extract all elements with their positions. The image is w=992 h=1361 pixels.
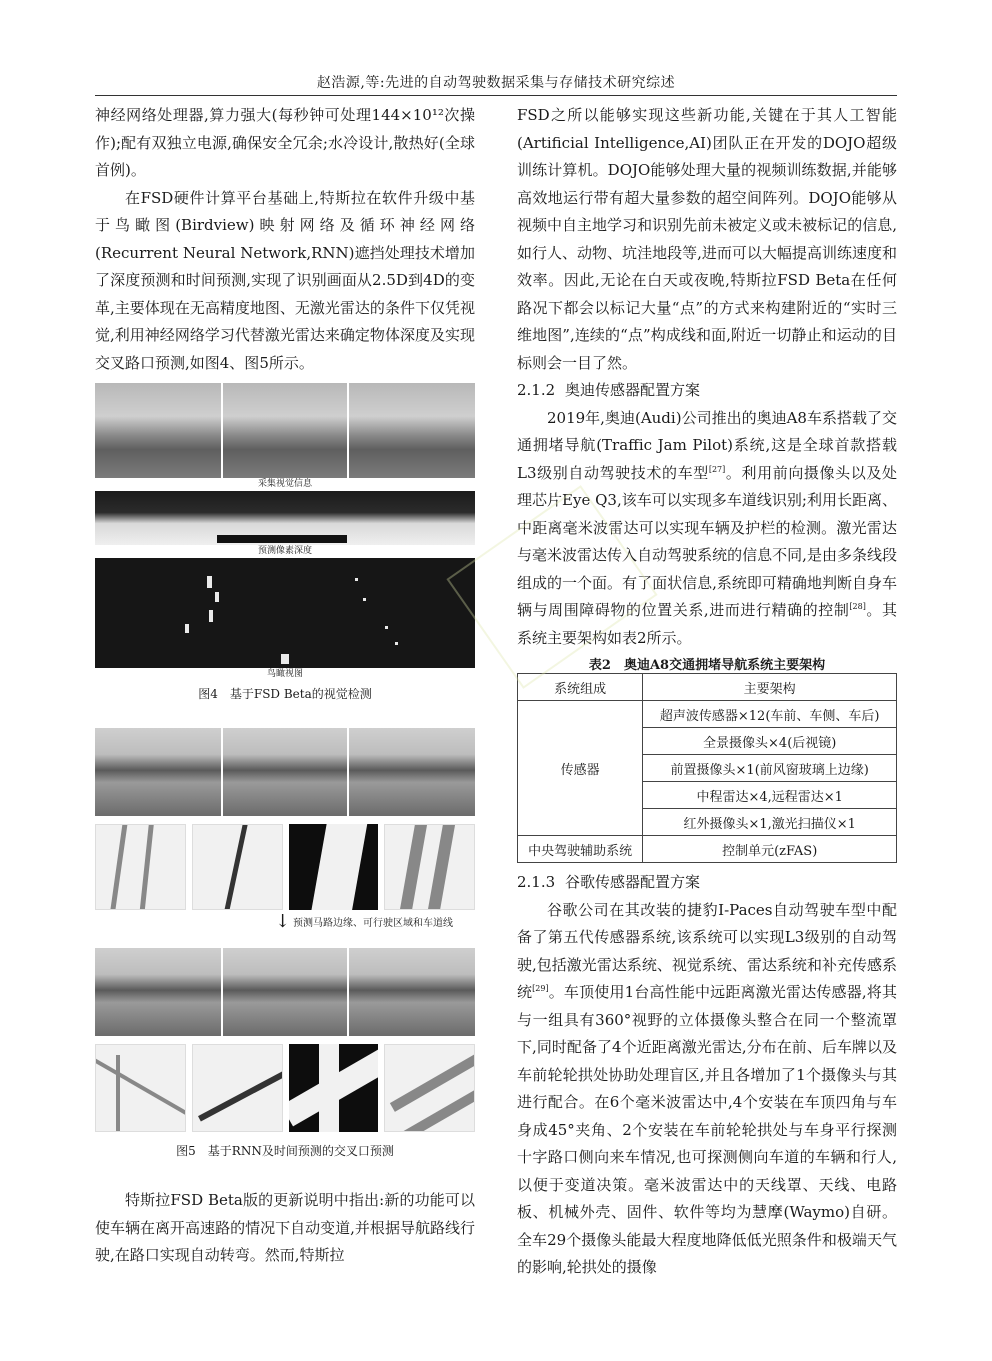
fig5-arrow-row <box>95 910 475 948</box>
fig5-mask-row-1 <box>95 824 475 910</box>
fig5-mask-row-2 <box>95 1044 475 1132</box>
table-cell: 超声波传感器×12(车前、车侧、车后) <box>643 701 897 728</box>
table-header-cell: 系统组成 <box>518 674 643 701</box>
right-paragraph-3 <box>517 897 897 1282</box>
table-header-cell: 主要架构 <box>643 674 897 701</box>
left-column <box>95 102 475 377</box>
figure-4 <box>95 383 475 702</box>
fig5-mask-drivable-1 <box>289 824 378 910</box>
figure-5 <box>95 728 475 1159</box>
section-heading-2-1-2 <box>517 377 897 405</box>
table-group-cell: 传感器 <box>518 701 643 836</box>
section-title: 谷歌传感器配置方案 <box>565 873 701 891</box>
fig4-panel1-caption: 采集视觉信息 <box>257 479 312 489</box>
table-2 <box>517 673 897 863</box>
table-row <box>518 836 897 863</box>
fig5-road-image-1 <box>95 728 475 816</box>
section-number: 2.1.2 <box>517 381 556 399</box>
section-heading-2-1-3 <box>517 869 897 897</box>
fig5-road-image-2 <box>95 948 475 1036</box>
paragraph-text: 。其系统主要架构如表2所示。 <box>517 601 897 647</box>
table-cell: 全景摄像头×4(后视镜) <box>643 728 897 755</box>
table-header-row <box>518 674 897 701</box>
section-number: 2.1.3 <box>517 873 556 891</box>
fig5-mask-road-edge-2 <box>95 1044 186 1132</box>
paragraph-text: 2019年,奥迪(Audi)公司推出的奥迪A8车系搭载了交通拥堵导航(Traffic Jam Pilot)系统,这是全球首款搭载L3级别自动驾驶技术的车型 <box>517 408 897 482</box>
running-header: 赵浩源,等:先进的自动驾驶数据采集与存储技术研究综述 <box>316 75 676 91</box>
left-paragraph-3: 特斯拉FSD Beta版的更新说明中指出:新的功能可以使车辆在离开高速路的情况下自动变道,并根据导航路线行驶,在路口实现自动转弯。然而,特斯拉 <box>95 1191 475 1264</box>
fig4-caption: 图4 基于FSD Beta的视觉检测 <box>198 687 372 701</box>
right-column <box>517 102 897 1282</box>
table-group-cell: 中央驾驶辅助系统 <box>518 836 643 863</box>
down-arrow-icon: ↓ <box>275 911 291 932</box>
fig4-panel3-caption: 鸟瞰视图 <box>266 669 303 679</box>
fig5-mask-road-edge-1 <box>95 824 186 910</box>
left-paragraph-2: 在FSD硬件计算平台基础上,特斯拉在软件升级中基于鸟瞰图(Birdview)映射网络及循环神经网络(Recurrent Neural Network,RNN)遮挡处理技术增加了深度预测和时间预测,实现了识别画面从2.5D到4D的变革,主要体现在无高精度地图、无激光雷达的条件下仅凭视觉,利用神经网络学习代替激光雷达来确定物体深度及实现交叉路口预测,如图4、图5所示。 <box>95 188 475 372</box>
fig5-mask-lane-2 <box>192 1044 283 1132</box>
fig5-arrow-label: 预测马路边缘、可行驶区域和车道线 <box>293 918 453 929</box>
fig4-birdview-image <box>95 558 475 668</box>
fig4-panel2-caption: 预测像素深度 <box>257 546 312 556</box>
table-2-title: 表2 奥迪A8交通拥堵导航系统主要架构 <box>588 658 826 673</box>
left-column-bottom <box>95 1187 475 1270</box>
paragraph-text: 谷歌公司在其改装的捷豹I-Paces自动驾驶车型中配备了第五代传感器系统,该系统可以实现L3级别的自动驾驶,包括激光雷达系统、视觉系统、雷达系统和补充传感系统 <box>517 900 897 1001</box>
table-row <box>518 701 897 728</box>
table-cell: 前置摄像头×1(前风窗玻璃上边缘) <box>643 755 897 782</box>
citation: [29] <box>532 984 549 993</box>
table-cell: 红外摄像头×1,激光扫描仪×1 <box>643 809 897 836</box>
table-cell: 中程雷达×4,远程雷达×1 <box>643 782 897 809</box>
paragraph-text: 。利用前向摄像头以及处理芯片Eye Q3,该车可以实现多车道线识别;利用长距离、中距离毫米波雷达可以实现车辆及护栏的检测。激光雷达与毫米波雷达传入自动驾驶系统的信息不同,是由多条线段组成的一个面。有了面状信息,系统即可精确地判断自身车辆与周围障碍物的位置关系,进而进行精确的控制 <box>517 463 897 619</box>
fig5-mask-drivable-2 <box>289 1044 378 1132</box>
table-cell: 控制单元(zFAS) <box>643 836 897 863</box>
header-rule <box>95 95 897 96</box>
fig4-camera-image <box>95 383 475 478</box>
right-paragraph-1: FSD之所以能够实现这些新功能,关键在于其人工智能(Artificial Intelligence,AI)团队正在开发的DOJO超级训练计算机。DOJO能够处理大量的视频训练数据,并能够高效地运行带有超大量参数的超空间阵列。DOJO能够从视频中自主地学习和识别先前未被定义或未被标记的信息,如行人、动物、坑洼地段等,进而可以大幅提高训练速度和效率。因此,无论在白天或夜晚,特斯拉FSD Beta在任何路况下都会以标记大量“点”的方式来构建附近的“实时三维地图”,连续的“点”构成线和面,附近一切静止和运动的目标则会一目了然。 <box>517 106 897 372</box>
section-title: 奥迪传感器配置方案 <box>565 381 701 399</box>
citation: [27] <box>708 464 726 474</box>
left-paragraph-1: 神经网络处理器,算力强大(每秒钟可处理144×10¹²次操作);配有双独立电源,确保安全冗余;水冷设计,散热好(全球首例)。 <box>95 106 475 179</box>
fig5-caption: 图5 基于RNN及时间预测的交叉口预测 <box>176 1144 394 1158</box>
fig5-mask-lane-1 <box>192 824 283 910</box>
fig5-mask-lines-1 <box>384 824 475 910</box>
fig5-mask-lines-2 <box>384 1044 475 1132</box>
fig4-depth-image <box>95 491 475 545</box>
citation: [28] <box>849 602 866 611</box>
paragraph-text: 。车顶使用1台高性能中远距离激光雷达传感器,将其与一组具有360°视野的立体摄像头整合在同一个整流罩下,同时配备了4个近距离激光雷达,分布在前、后车牌以及车前轮轮拱处协助处理盲区,并且各增加了1个摄像头与其进行配合。在6个毫米波雷达中,4个安装在车顶四角与车身成45°夹角、2个安装在车前轮轮拱处与车身平行探测十字路口侧向来车情况,也可探测侧向车道的车辆和行人,以便于变道决策。毫米波雷达中的天线罩、天线、电路板、机械外壳、固件、软件等均为慧摩(Waymo)自研。全车29个摄像头能最大程度地降低低光照条件和极端天气的影响,轮拱处的摄像 <box>517 983 897 1276</box>
